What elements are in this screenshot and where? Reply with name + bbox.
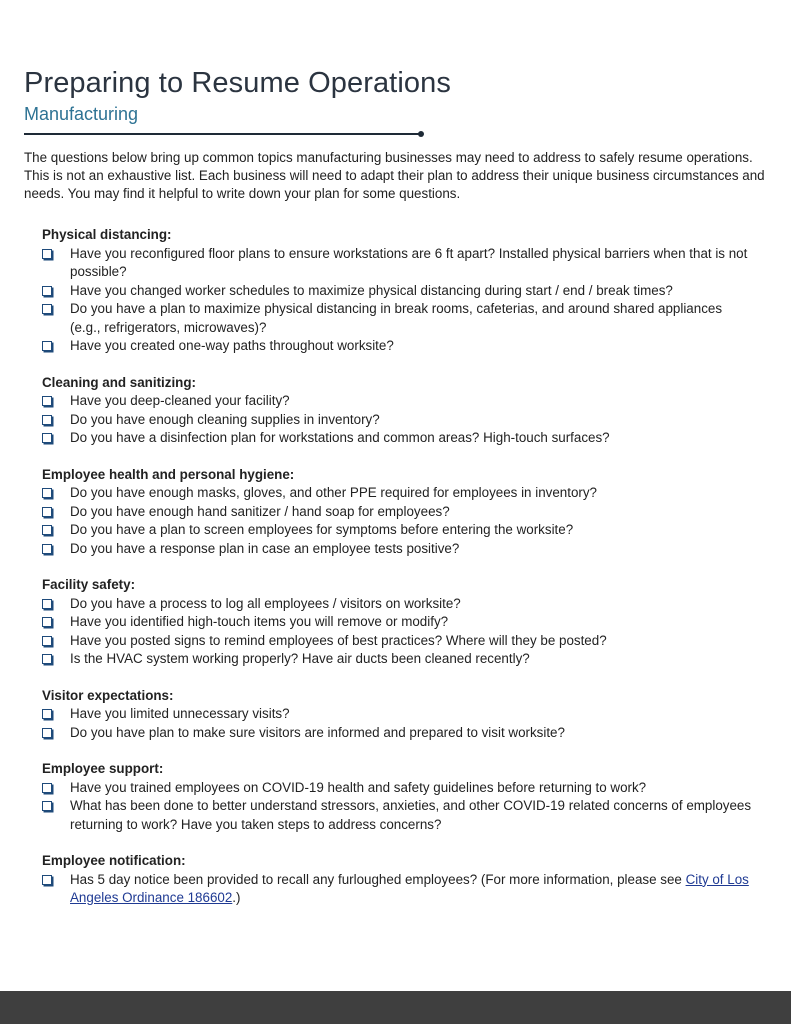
checklist-item-text: Do you have a process to log all employees / visitors on worksite? (70, 595, 461, 611)
checkbox-icon[interactable] (42, 654, 52, 664)
checklist-sections (42, 226, 754, 834)
checklist-item-text: Do you have a plan to screen employees for symptoms before entering the worksite? (70, 522, 574, 537)
checklist-item-text: Have you identified high-touch items you will remove or modify? (70, 614, 449, 629)
checkbox-icon[interactable] (42, 488, 52, 498)
section-heading: Physical distancing: (42, 227, 172, 242)
checklist-item-text: Have you limited unnecessary visits? (70, 706, 290, 721)
checklist-item-text: Have you deep-cleaned your facility? (70, 393, 290, 408)
checklist-section (42, 374, 754, 448)
checkbox-icon[interactable] (42, 304, 52, 314)
checklist-item (42, 521, 754, 540)
checklist-section (42, 687, 754, 743)
checklist-item-text: Do you have a response plan in case an employee tests positive? (70, 540, 460, 556)
section-heading: Facility safety: (42, 577, 136, 592)
checklist-item-text: Have you changed worker schedules to maximize physical distancing during start / end / break times? (70, 282, 673, 298)
checklist-item-text: Have you trained employees on COVID-19 health and safety guidelines before returning to work? (70, 779, 647, 795)
checklist-item (42, 540, 754, 559)
checklist-item-text: Have you created one-way paths throughout worksite? (70, 338, 394, 353)
checklist-item (42, 392, 754, 411)
section-heading: Cleaning and sanitizing: (42, 374, 196, 390)
checklist-item-text: Is the HVAC system working properly? Have air ducts been cleaned recently? (70, 651, 530, 666)
ordinance-link[interactable]: City of Los Angeles Ordinance 186602 (70, 871, 749, 905)
checklist-item (42, 484, 754, 503)
intro-paragraph: The questions below bring up common topics manufacturing businesses may need to address to safely resume operations. This is not an exhaustive list. Each business will need to adapt their plan to address their unique business circumstances and needs. You may find it helpful to write down your plan for some questions. (24, 150, 765, 201)
checklist-item (42, 632, 754, 651)
checkbox-icon[interactable] (42, 415, 52, 425)
checklist-item (42, 300, 754, 337)
checklist-item-text: What has been done to better understand stressors, anxieties, and other COVID-19 related concerns of employees returning to work? Have you taken steps to address concerns? (70, 798, 752, 832)
section-heading: Employee notification: (42, 853, 186, 868)
checkbox-icon[interactable] (42, 507, 52, 517)
checklist-item (42, 429, 754, 448)
checklist-item (42, 613, 754, 632)
checkbox-icon[interactable] (42, 286, 52, 296)
checklist-section (42, 576, 754, 669)
checklist-item (42, 797, 754, 834)
checkbox-icon[interactable] (42, 525, 52, 535)
checkbox-icon[interactable] (42, 544, 52, 554)
checkbox-icon[interactable] (42, 617, 52, 627)
checklist-item (42, 245, 754, 282)
checkbox-icon[interactable] (42, 709, 52, 719)
checklist-item-text: Do you have enough cleaning supplies in inventory? (70, 411, 380, 427)
checklist-item (42, 871, 754, 908)
checklist (42, 226, 754, 926)
checklist-section (42, 466, 754, 559)
checklist-item (42, 595, 754, 614)
title-divider (24, 133, 420, 135)
footer-bar (0, 991, 791, 1024)
checklist-item-text: Has 5 day notice been provided to recall any furloughed employees? (For more information, please see (70, 871, 686, 887)
checklist-item-text: Do you have enough masks, gloves, and other PPE required for employees in inventory? (70, 485, 598, 500)
checkbox-icon[interactable] (42, 783, 52, 793)
checklist-item-suffix: .) (232, 890, 241, 905)
checkbox-icon[interactable] (42, 249, 52, 259)
checklist-item (42, 779, 754, 798)
checkbox-icon[interactable] (42, 636, 52, 646)
page-title: Preparing to Resume Operations (24, 67, 451, 99)
section-employee-notification (42, 852, 754, 908)
checkbox-icon[interactable] (42, 875, 52, 885)
checkbox-icon[interactable] (42, 396, 52, 406)
checklist-item-text: Do you have enough hand sanitizer / hand soap for employees? (70, 503, 450, 519)
checklist-item-text: Do you have a disinfection plan for workstations and common areas? High-touch surfaces? (70, 430, 610, 445)
checklist-item (42, 650, 754, 669)
checklist-item-text: Do you have a plan to maximize physical distancing in break rooms, cafeterias, and around shared appliances (e.g., refrigerators, microwaves)? (70, 301, 723, 335)
checklist-item-text: Have you reconfigured floor plans to ensure workstations are 6 ft apart? Installed physical barriers when that is not possible? (70, 245, 748, 279)
checklist-item (42, 503, 754, 522)
checklist-item-text: Do you have plan to make sure visitors are informed and prepared to visit worksite? (70, 724, 565, 740)
section-heading: Visitor expectations: (42, 687, 174, 703)
checklist-item (42, 411, 754, 430)
checkbox-icon[interactable] (42, 341, 52, 351)
section-heading: Employee health and personal hygiene: (42, 466, 295, 482)
page-subtitle: Manufacturing (24, 104, 139, 124)
checkbox-icon[interactable] (42, 728, 52, 738)
checklist-item (42, 724, 754, 743)
checklist-section (42, 226, 754, 356)
checkbox-icon[interactable] (42, 433, 52, 443)
checklist-item-text: Have you posted signs to remind employees of best practices? Where will they be posted? (70, 632, 607, 648)
checklist-item (42, 282, 754, 301)
section-heading: Employee support: (42, 761, 164, 776)
checklist-section (42, 760, 754, 834)
checkbox-icon[interactable] (42, 599, 52, 609)
checklist-item (42, 705, 754, 724)
checklist-item (42, 337, 754, 356)
checkbox-icon[interactable] (42, 801, 52, 811)
